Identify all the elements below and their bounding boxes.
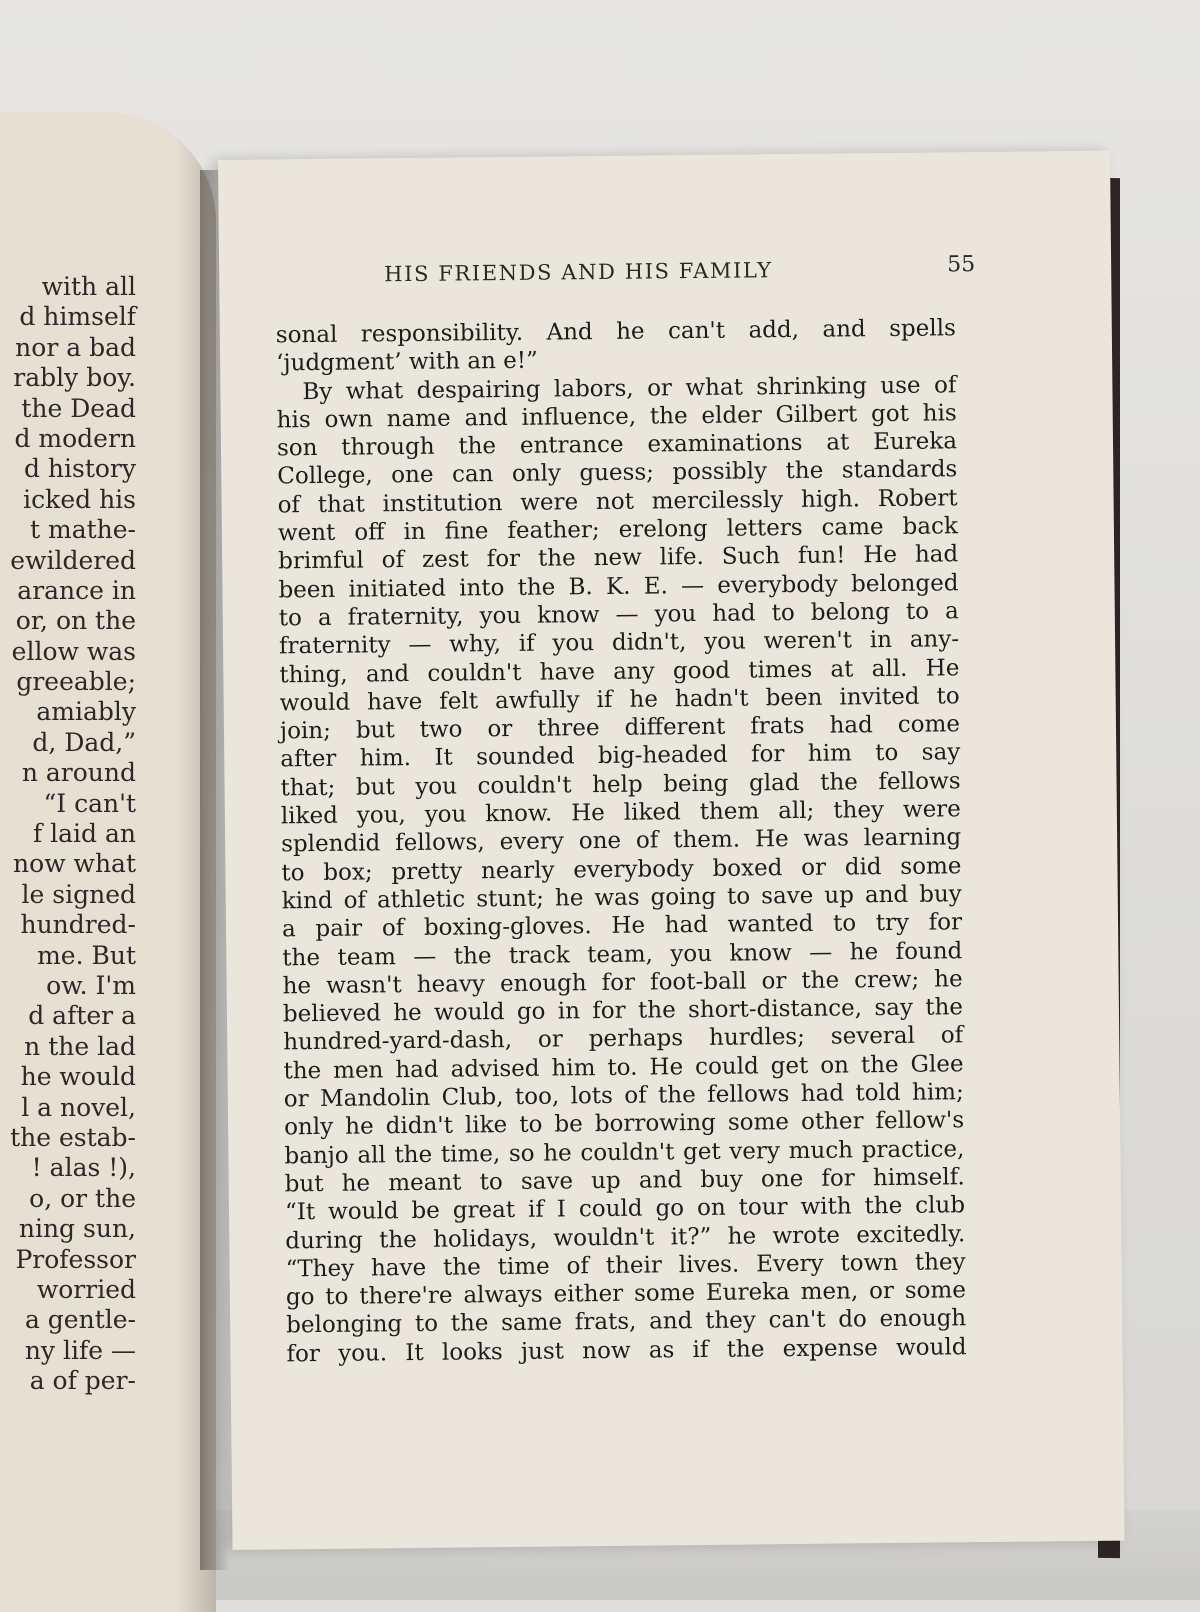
text-line: College, one can only guess; possibly the standards [277, 456, 958, 490]
left-page-line: d after a [28, 1001, 136, 1031]
text-line: he wasn't heavy enough for foot-ball or the crew; he [282, 966, 963, 1000]
text-line: splendid fellows, every one of them. He was learning [281, 824, 962, 858]
left-page-line: arance in [17, 575, 136, 605]
text-line: “They have the time of their lives. Every town they [285, 1249, 966, 1283]
text-line: a pair of boxing-gloves. He had wanted to try for [281, 909, 963, 943]
right-page [218, 151, 1125, 1550]
text-line: liked you, you know. He liked them all; they were [280, 796, 961, 830]
left-page-line: icked his [23, 484, 136, 514]
left-page-line: greeable; [16, 667, 136, 697]
text-line: of that institution were not mercilessly high. Robert [277, 485, 958, 519]
left-page-line: t mathe- [30, 515, 136, 545]
left-page-line: ellow was [11, 636, 136, 666]
text-line: brimful of zest for the new life. Such fun! He had [278, 541, 959, 575]
left-page-line: “I can't [43, 788, 136, 818]
text-line: during the holidays, wouldn't it?” he wrote excitedly. [285, 1220, 966, 1254]
text-line: kind of athletic stunt; he was going to save up and buy [281, 881, 962, 915]
left-page-line: now what [13, 849, 136, 879]
running-head: HIS FRIENDS AND HIS FAMILY [384, 258, 773, 287]
text-line: join; but two or three different frats had come [279, 711, 961, 745]
text-line: that; but you couldn't help being glad the fellows [280, 768, 961, 802]
text-line: the men had advised him to. He could get on the Glee [283, 1050, 964, 1085]
text-line: belonging to the same frats, and they can't do enough [286, 1305, 967, 1339]
text-line: banjo all the time, so he couldn't get very much practice, [284, 1135, 965, 1169]
left-page-line: ny life — [24, 1335, 136, 1365]
left-page-line: ! alas !), [31, 1153, 136, 1183]
text-line: go to there're always either some Eureka men, or some [285, 1277, 967, 1311]
left-page-line: ewildered [10, 545, 136, 575]
left-page-line: the estab- [10, 1122, 136, 1152]
text-line: only he didn't like to be borrowing some other fellow's [284, 1107, 965, 1141]
left-page-text [10, 272, 136, 1396]
left-page-line: me. But [37, 940, 136, 970]
left-page-line: d, Dad,” [32, 727, 136, 757]
text-line: or Mandolin Club, too, lots of the fellows had told him; [283, 1079, 964, 1113]
left-page-line: f laid an [32, 819, 136, 849]
left-page-line: o, or the [29, 1183, 136, 1213]
body-text [276, 314, 967, 1368]
left-page-line: or, on the [15, 606, 136, 636]
left-page-line: d himself [19, 302, 136, 332]
text-line: believed he would go in for the short-distance, say the [282, 994, 964, 1028]
text-line: but he meant to save up and buy one for himself. [284, 1164, 965, 1198]
left-page-line: amiably [36, 697, 136, 727]
text-line: to box; pretty nearly everybody boxed or did some [281, 852, 962, 887]
left-page [0, 112, 216, 1612]
text-line: the team — the track team, you know — he found [282, 937, 963, 971]
left-page-line: n the lad [24, 1031, 136, 1061]
left-page-line: the Dead [21, 393, 136, 423]
text-line: “It would be great if I could go on tour with the club [284, 1192, 966, 1226]
left-page-line: d modern [14, 423, 136, 453]
left-page-line: with all [41, 272, 136, 301]
left-page-line: l a novel, [21, 1092, 136, 1122]
left-page-line: d history [23, 454, 136, 484]
left-page-line: hundred- [20, 910, 136, 940]
text-line: his own name and influence, the elder Gilbert got his [276, 400, 957, 434]
text-line: fraternity — why, if you didn't, you weren't in any- [278, 626, 960, 660]
left-page-line: worried [36, 1274, 136, 1304]
left-page-line: a of per- [29, 1366, 136, 1396]
text-line: ‘judgment’ with an e!” [276, 347, 538, 377]
left-page-line: he would [20, 1062, 136, 1092]
text-line: son through the entrance examinations at Eureka [276, 428, 958, 462]
left-page-line: rably boy. [13, 363, 136, 393]
text-line: went off in fine feather; erelong letters came back [277, 513, 959, 547]
text-line: after him. It sounded big-headed for him to say [280, 739, 961, 773]
text-line: hundred-yard-dash, or perhaps hurdles; several of [283, 1022, 964, 1056]
text-line: would have felt awfully if he hadn't been invited to [279, 683, 960, 717]
text-line: thing, and couldn't have any good times at all. He [279, 654, 960, 688]
page-number: 55 [947, 252, 976, 278]
left-page-line: le signed [21, 879, 136, 909]
text-line: been initiated into the B. K. E. — everybody belonged [278, 569, 959, 604]
text-line: to a fraternity, you know — you had to belong to a [278, 598, 959, 632]
text-line: sonal responsibility. And he can't add, and spells [275, 315, 956, 349]
left-page-line: n around [21, 758, 136, 788]
left-page-line: ning sun, [18, 1214, 136, 1244]
left-page-line: Professor [15, 1244, 136, 1274]
left-page-line: ow. I'm [46, 970, 136, 1000]
left-page-line: a gentle- [24, 1305, 136, 1335]
text-line: for you. It looks just now as if the expense would [286, 1333, 967, 1368]
left-page-line: nor a bad [15, 332, 136, 362]
text-line: By what despairing labors, or what shrinking use of [302, 371, 957, 405]
